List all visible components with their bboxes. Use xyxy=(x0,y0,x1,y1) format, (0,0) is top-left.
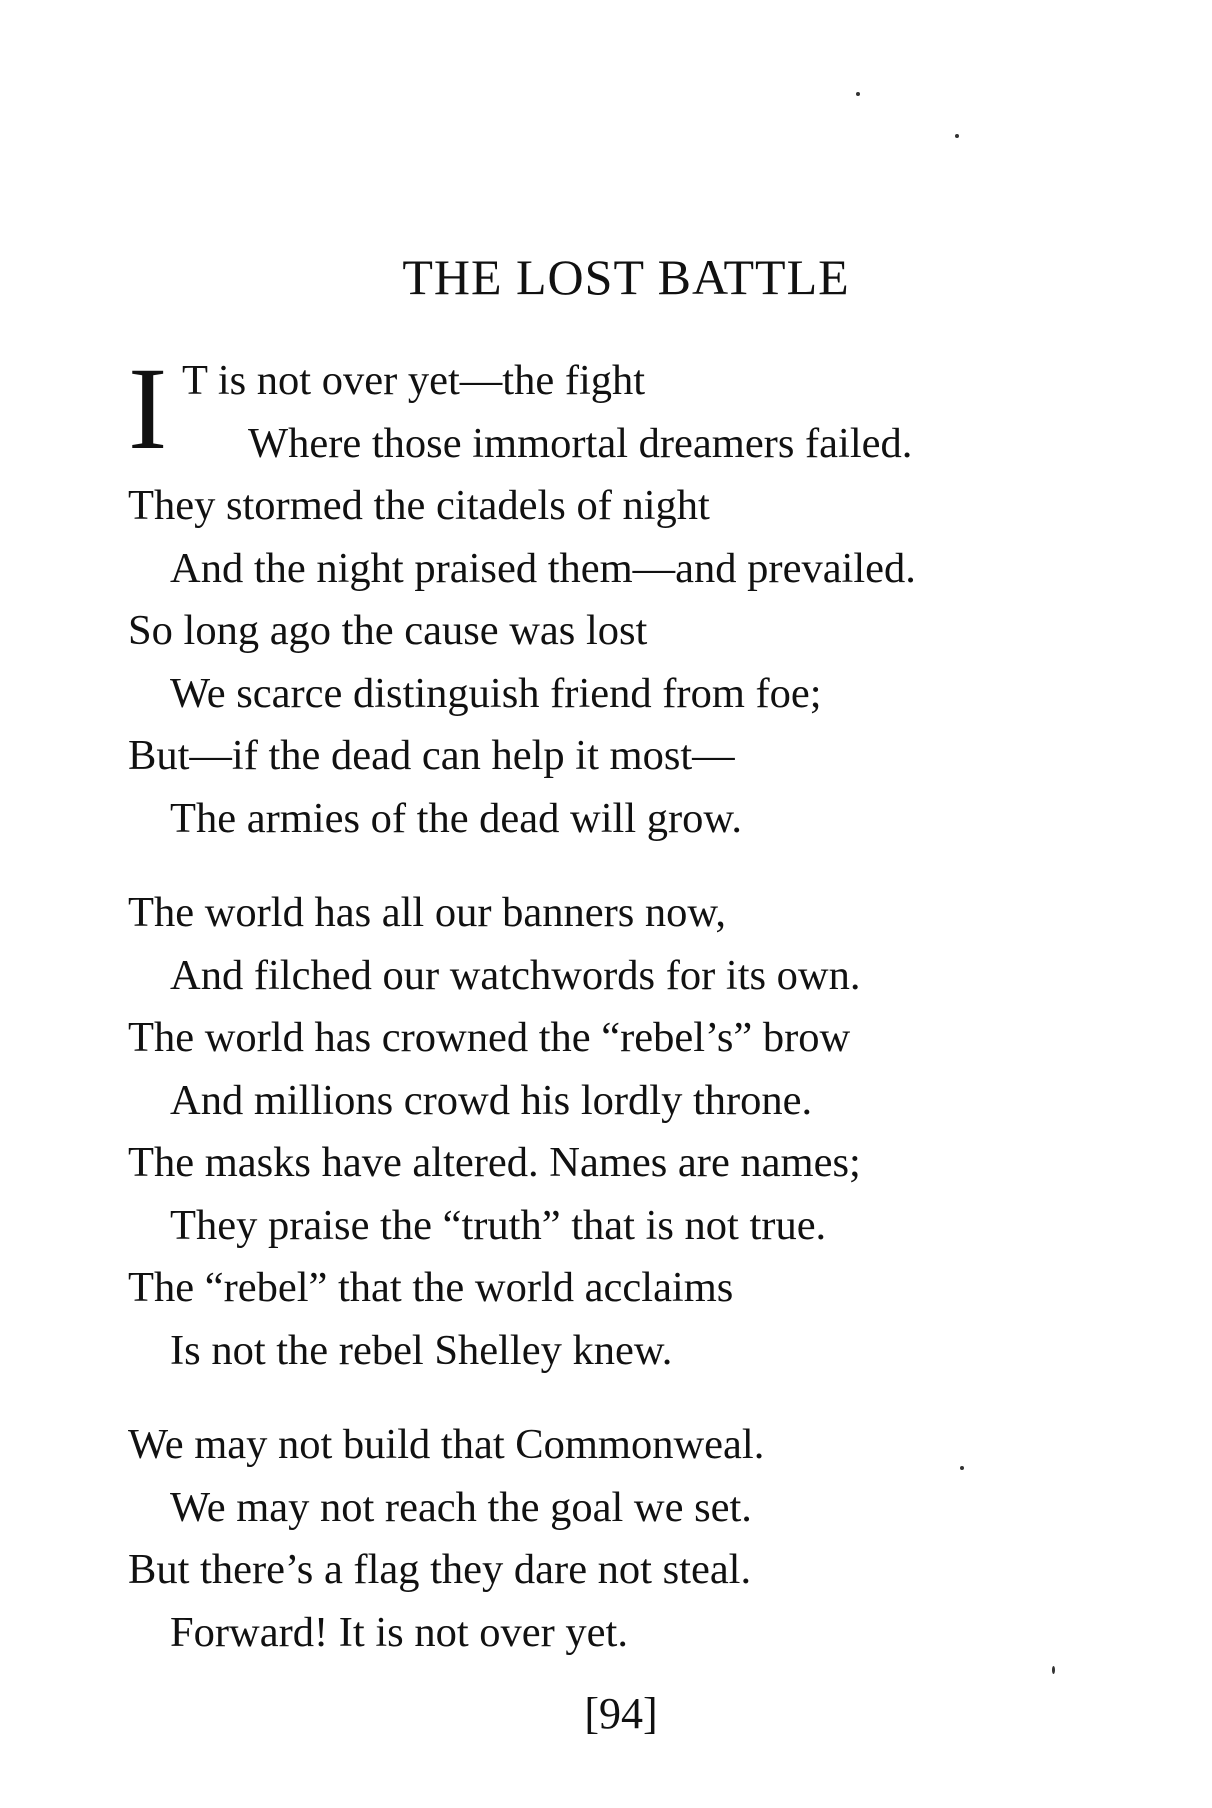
poem-line: They stormed the citadels of night xyxy=(128,482,710,529)
paper-speck xyxy=(856,92,860,96)
poem-title: THE LOST BATTLE xyxy=(402,249,850,305)
poem-line: The masks have altered. Names are names; xyxy=(128,1139,861,1186)
paper-speck xyxy=(955,134,959,138)
drop-cap: I xyxy=(128,343,168,474)
poem-line: The armies of the dead will grow. xyxy=(170,794,742,842)
stanza-3 xyxy=(128,1414,1128,1664)
poem-line: And millions crowd his lordly throne. xyxy=(170,1076,813,1124)
poem-line: Where those immortal dreamers failed. xyxy=(248,419,913,467)
poem-line: So long ago the cause was lost xyxy=(128,607,648,654)
poem-line: Is not the rebel Shelley knew. xyxy=(170,1326,673,1374)
poem-line: We scarce distinguish friend from foe; xyxy=(170,669,822,717)
poem-line: The “rebel” that the world acclaims xyxy=(128,1264,734,1311)
poem-line: We may not build that Commonweal. xyxy=(128,1421,765,1468)
poem-line: They praise the “truth” that is not true. xyxy=(170,1201,827,1249)
poem-line: But—if the dead can help it most— xyxy=(128,732,735,779)
poem-line: And the night praised them—and prevailed. xyxy=(170,544,916,592)
poem-line: T is not over yet—the fight xyxy=(182,357,646,404)
page-number: [94] xyxy=(584,1689,658,1738)
poem-line: The world has crowned the “rebel’s” brow xyxy=(128,1014,851,1061)
poem-body xyxy=(128,343,1128,1696)
poem-line: And filched our watchwords for its own. xyxy=(170,951,861,999)
stanza-2 xyxy=(128,882,1128,1382)
poem-line: We may not reach the goal we set. xyxy=(170,1483,752,1531)
stanza-1 xyxy=(128,343,1128,850)
poem-line: Forward! It is not over yet. xyxy=(170,1608,628,1656)
poem-line: The world has all our banners now, xyxy=(128,889,726,936)
poem-line: But there’s a flag they dare not steal. xyxy=(128,1546,752,1593)
